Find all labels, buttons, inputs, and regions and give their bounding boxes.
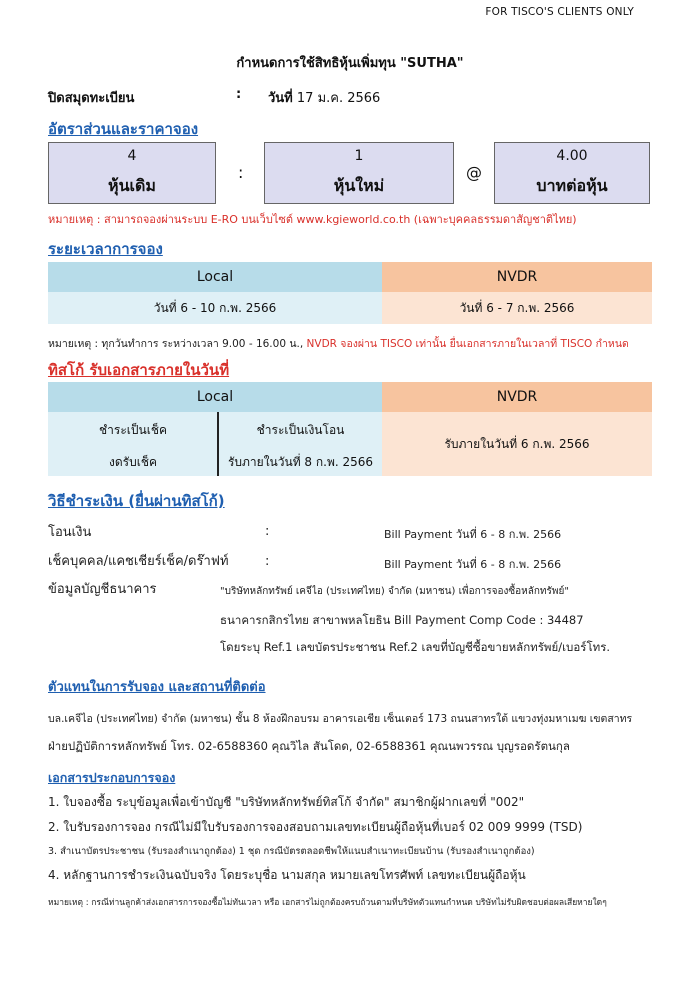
agent-heading: ตัวแทนในการรับจอง และสถานที่ติดต่อ <box>48 680 266 695</box>
receive-heading: ทิสโก้ รับเอกสารภายในวันที่ <box>48 361 230 379</box>
receive-cheque-detail: งดรับเช็ค <box>109 455 157 469</box>
receive-transfer-title: ชำระเป็นเงินโอน <box>256 423 345 437</box>
new-shares-value: 1 <box>354 148 364 164</box>
receive-transfer-cell <box>219 412 382 476</box>
document-item-3: 3. สำเนาบัตรประชาชน (รับรองสำเนาถูกต้อง) 1 ชุด กรณีบัตรตลอดชีพให้แนบสำเนาทะเบียนบ้าน (รับรองสำเนาถูกต้อง) <box>48 846 535 857</box>
receive-cheque-cell <box>48 412 218 476</box>
period-local-header: Local <box>48 262 382 292</box>
bank-account-label: ข้อมูลบัญชีธนาคาร <box>48 582 157 597</box>
old-shares-value: 4 <box>127 148 137 164</box>
book-close-date-value: 17 ม.ค. 2566 <box>296 91 381 106</box>
price-unit: บาทต่อหุ้น <box>536 176 608 195</box>
payment-cheque-value: Bill Payment วันที่ 6 - 8 ก.พ. 2566 <box>384 558 562 571</box>
payment-cheque-colon: : <box>265 554 270 569</box>
period-nvdr-header: NVDR <box>382 262 652 292</box>
book-close-date <box>268 87 380 108</box>
receive-nvdr-detail: รับภายในวันที่ 6 ก.พ. 2566 <box>382 412 652 476</box>
payment-transfer-value: Bill Payment วันที่ 6 - 8 ก.พ. 2566 <box>384 528 562 541</box>
period-local-date: วันที่ 6 - 10 ก.พ. 2566 <box>48 292 382 324</box>
ratio-separator: : <box>238 163 244 182</box>
new-shares-unit: หุ้นใหม่ <box>333 176 385 195</box>
payment-cheque-label: เช็คบุคคล/แคชเชียร์เช็ค/ดร๊าฟท์ <box>48 554 229 569</box>
document-item-2: 2. ใบรับรองการจอง กรณีไม่มีใบรับรองการจองสอบถามเลขทะเบียนผู้ถือหุ้นที่เบอร์ 02 009 9999 (TSD) <box>48 820 583 834</box>
period-nvdr-date: วันที่ 6 - 7 ก.พ. 2566 <box>382 292 652 324</box>
documents-footnote: หมายเหตุ : กรณีท่านลูกค้าส่งเอกสารการจองซื้อไม่ทันเวลา หรือ เอกสารไม่ถูกต้องครบถ้วนตามที่บริษัทตัวแทนกำหนด บริษัทไม่รับผิดชอบต่อผลเสียหายใดๆ <box>48 898 607 908</box>
ratio-note: หมายเหตุ : สามารถจองผ่านระบบ E-RO บนเว็บไซต์ www.kgieworld.co.th (เฉพาะบุคคลธรรมดาสัญชาติไทย) <box>48 213 577 226</box>
receive-local-header: Local <box>48 382 382 412</box>
agent-contact: ฝ่ายปฏิบัติการหลักทรัพย์ โทร. 02-6588360 คุณวิไล สันโดด, 02-6588361 คุณนพวรรณ บุญรอดรัตนกุล <box>48 739 570 753</box>
agent-address: บล.เคจีไอ (ประเทศไทย) จำกัด (มหาชน) ชั้น 8 ห้องฝึกอบรม อาคารเอเชีย เซ็นเตอร์ 173 ถนนสาทรใต้ แขวงทุ่งมหาเมฆ เขตสาทร <box>48 713 633 725</box>
bank-account-name: "บริษัทหลักทรัพย์ เคจีไอ (ประเทศไทย) จำกัด (มหาชน) เพื่อการจองซื้อหลักทรัพย์" <box>220 586 569 597</box>
book-close-date-prefix: วันที่ <box>268 91 293 106</box>
page-title: กำหนดการใช้สิทธิหุ้นเพิ่มทุน "SUTHA" <box>236 56 464 71</box>
period-heading: ระยะเวลาการจอง <box>48 240 163 258</box>
document-item-4: 4. หลักฐานการชำระเงินฉบับจริง โดยระบุชื่อ นามสกุล หมายเลขโทรศัพท์ เลขทะเบียนผู้ถือหุ้น <box>48 868 526 882</box>
period-note-nvdr: NVDR จองผ่าน TISCO เท่านั้น ยื่นเอกสารภายในเวลาที่ TISCO กำหนด <box>303 338 629 350</box>
ratio-heading: อัตราส่วนและราคาจอง <box>48 120 199 138</box>
old-shares-box <box>48 142 216 204</box>
book-close-colon: : <box>236 87 242 102</box>
book-close-label: ปิดสมุดทะเบียน <box>48 91 135 106</box>
period-note <box>48 335 629 352</box>
payment-transfer-colon: : <box>265 524 270 539</box>
price-value: 4.00 <box>556 148 588 164</box>
payment-heading: วิธีชำระเงิน (ยื่นผ่านทิสโก้) <box>48 492 225 510</box>
new-shares-box <box>264 142 454 204</box>
documents-heading: เอกสารประกอบการจอง <box>48 770 176 785</box>
receive-nvdr-header: NVDR <box>382 382 652 412</box>
payment-transfer-label: โอนเงิน <box>48 525 92 540</box>
bank-reference: โดยระบุ Ref.1 เลขบัตรประชาชน Ref.2 เลขที่บัญชีซื้อขายหลักทรัพย์/เบอร์โทร. <box>220 640 611 654</box>
price-box <box>494 142 650 204</box>
price-at-symbol: @ <box>466 163 482 182</box>
receive-transfer-detail: รับภายในวันที่ 8 ก.พ. 2566 <box>227 455 374 469</box>
bank-comp-code: ธนาคารกสิกรไทย สาขาพหลโยธิน Bill Payment Comp Code : 34487 <box>220 613 584 627</box>
clients-only-note: FOR TISCO'S CLIENTS ONLY <box>485 6 634 18</box>
old-shares-unit: หุ้นเดิม <box>108 176 156 195</box>
period-note-hours: หมายเหตุ : ทุกวันทำการ ระหว่างเวลา 9.00 - 16.00 น., <box>48 338 304 350</box>
receive-cheque-title: ชำระเป็นเช็ค <box>99 423 167 437</box>
document-item-1: 1. ใบจองซื้อ ระบุข้อมูลเพื่อเข้าบัญชี "บริษัทหลักทรัพย์ทิสโก้ จำกัด" สมาชิกผู้ฝากเลขที่ "002" <box>48 795 525 809</box>
